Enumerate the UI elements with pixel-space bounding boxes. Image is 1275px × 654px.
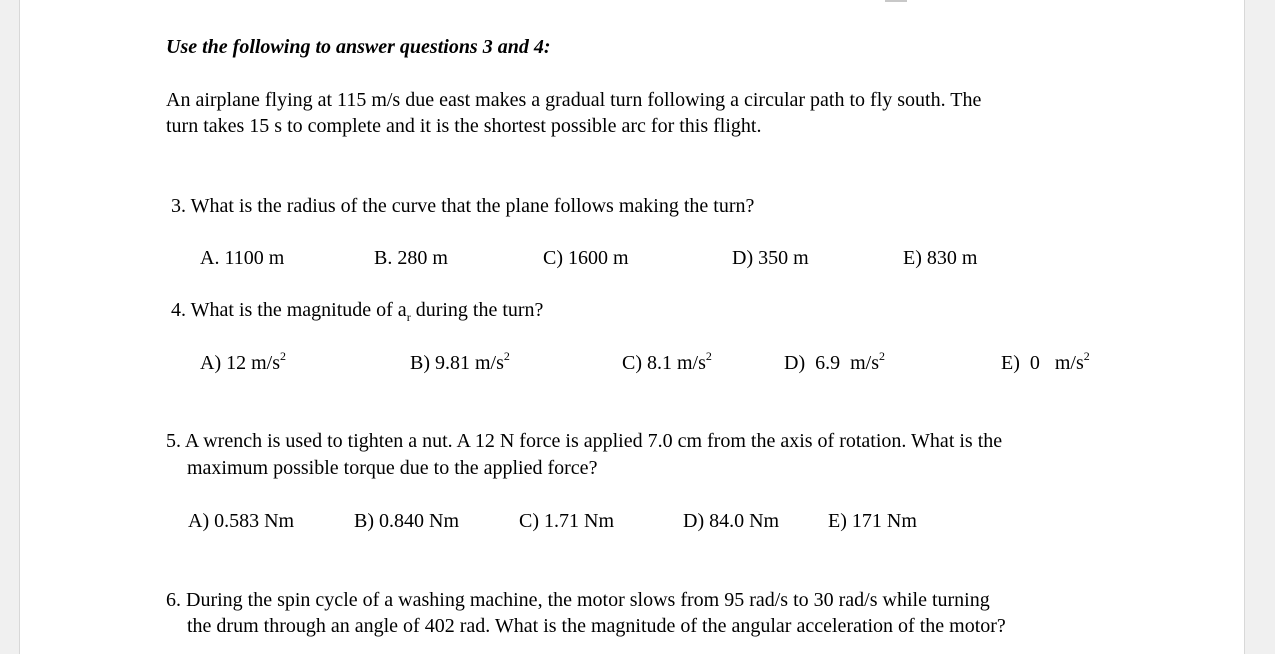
q4-choice-b-exp: 2	[503, 349, 510, 364]
q4-choice-c-exp: 2	[705, 349, 712, 364]
q4-choice-d	[784, 350, 885, 376]
q4-choice-a-exp: 2	[280, 349, 286, 364]
q4-choice-e-exp: 2	[1083, 349, 1090, 364]
q5-choice-a: A) 0.583 Nm	[188, 510, 295, 532]
question-5-line-2: maximum possible torque due to the applied force?	[187, 457, 598, 479]
q4-text-before: 4. What is the magnitude of a	[171, 299, 407, 321]
q4-choice-e-value: E) 0 m/s	[1001, 352, 1084, 374]
q4-choice-e	[1001, 350, 1090, 376]
q3-choice-d: D) 350 m	[732, 247, 809, 269]
q4-choice-d-value: D) 6.9 m/s	[784, 352, 879, 374]
question-4-text	[171, 297, 543, 323]
passage-line-1: An airplane flying at 115 m/s due east makes a gradual turn following a circular path to fly south. The	[166, 89, 982, 111]
question-3-text: 3. What is the radius of the curve that the plane follows making the turn?	[171, 195, 755, 217]
q3-choice-e: E) 830 m	[903, 247, 978, 269]
passage-line-2: turn takes 15 s to complete and it is the shortest possible arc for this flight.	[166, 115, 762, 137]
q4-choice-c	[622, 350, 712, 376]
q4-choice-d-exp: 2	[879, 349, 885, 364]
page-edge-mark	[885, 0, 907, 2]
q3-choice-a: A. 1100 m	[200, 247, 285, 269]
question-6-line-1: 6. During the spin cycle of a washing machine, the motor slows from 95 rad/s to 30 rad/s while turning	[166, 589, 990, 611]
q3-choice-b: B. 280 m	[374, 247, 448, 269]
q4-choice-a-value: A) 12 m/s	[200, 352, 280, 374]
q5-choice-e: E) 171 Nm	[828, 510, 917, 532]
q5-choice-c: C) 1.71 Nm	[519, 510, 614, 532]
q4-text-after: during the turn?	[410, 299, 544, 321]
q4-choice-b-value: B) 9.81 m/s	[410, 352, 504, 374]
q4-subscript: r	[406, 310, 411, 324]
q3-choice-c: C) 1600 m	[543, 247, 629, 269]
q5-choice-b: B) 0.840 Nm	[354, 510, 459, 532]
q4-choice-a	[200, 350, 286, 376]
section-heading: Use the following to answer questions 3 and 4:	[166, 36, 551, 58]
q5-choice-d: D) 84.0 Nm	[683, 510, 780, 532]
question-5-line-1: 5. A wrench is used to tighten a nut. A 12 N force is applied 7.0 cm from the axis of rotation. What is the	[166, 430, 1003, 452]
q4-choice-b	[410, 350, 510, 376]
q4-choice-c-value: C) 8.1 m/s	[622, 352, 706, 374]
question-6-line-2: the drum through an angle of 402 rad. What is the magnitude of the angular acceleration of the motor?	[187, 615, 1006, 637]
document-page	[19, 0, 1245, 654]
